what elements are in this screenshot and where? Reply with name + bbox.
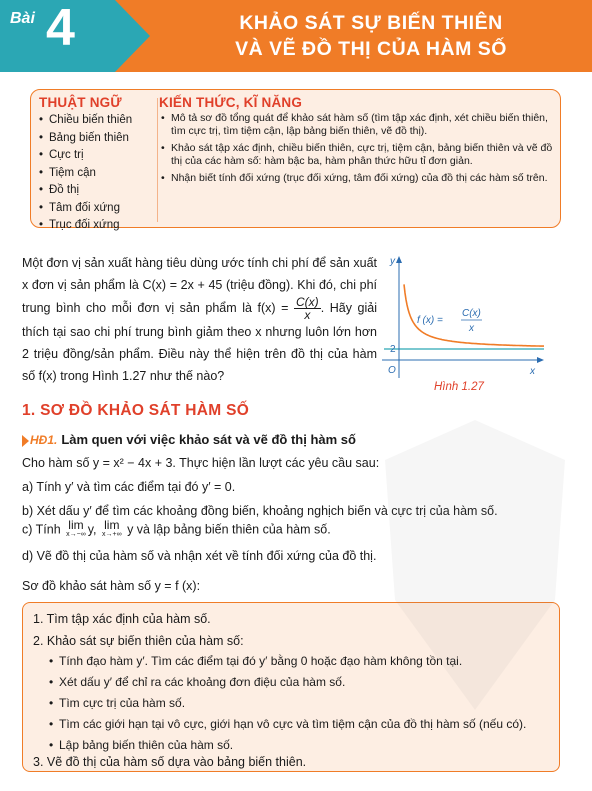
figure-caption: Hình 1.27 xyxy=(434,381,484,393)
fraction-numerator: C(x) xyxy=(296,295,319,309)
fraction-denominator: x xyxy=(304,308,311,322)
origin-label: O xyxy=(388,365,396,376)
lim-subscript: x→+∞ xyxy=(102,531,122,538)
function-label-lhs: f (x) = xyxy=(417,315,443,326)
lesson-header xyxy=(0,0,592,72)
given-function-line: Cho hàm số y = x² − 4x + 3. Thực hiện lần lượt các yêu cầu sau: xyxy=(22,456,380,470)
knowledge-heading: KIẾN THỨC, KĨ NĂNG xyxy=(159,95,303,110)
lesson-title-line2: VÀ VẼ ĐỒ THỊ CỦA HÀM SỐ xyxy=(235,38,507,60)
knowledge-item: • Nhận biết tính đối xứng (trục đối xứng, tâm đối xứng) của đồ thị các hàm số trên. xyxy=(159,172,554,185)
y-axis-arrow-icon xyxy=(396,256,402,263)
activity-h1-heading xyxy=(22,432,356,447)
task-c-suffix: y và lập bảng biến thiên của hàm số. xyxy=(127,522,331,537)
figure-1-27-graph xyxy=(378,250,548,380)
procedure-step-2: 2. Khảo sát sự biến thiên của hàm số: xyxy=(33,634,244,648)
procedure-step-1: 1. Tìm tập xác định của hàm số. xyxy=(33,612,211,626)
knowledge-column xyxy=(159,95,554,189)
task-c xyxy=(22,520,331,540)
intro-paragraph xyxy=(22,252,377,387)
x-axis-arrow-icon xyxy=(537,357,544,363)
term-item: • Trục đối xứng xyxy=(39,217,154,235)
terms-heading: THUẬT NGỮ xyxy=(39,95,122,110)
lim-subscript: x→−∞ xyxy=(66,531,86,538)
knowledge-list xyxy=(159,112,554,185)
summary-divider xyxy=(157,98,158,222)
procedure-substep: • Tính đạo hàm y′. Tìm các điểm tại đó y′ bằng 0 hoặc đạo hàm không tồn tại. xyxy=(49,653,462,669)
term-item: • Chiều biến thiên xyxy=(39,112,154,130)
procedure-step-3: 3. Vẽ đồ thị của hàm số dựa vào bảng biến thiên. xyxy=(33,755,307,769)
term-item: • Đồ thị xyxy=(39,182,154,200)
task-d: d) Vẽ đồ thị của hàm số và nhận xét về tính đối xứng của đồ thị. xyxy=(22,549,377,563)
lesson-label: Bài xyxy=(10,10,35,27)
knowledge-item: • Mô tả sơ đồ tổng quát để khảo sát hàm số (tìm tập xác định, xét chiều biến thiên, tìm cực trị, tìm tiệm cận, lập bảng biến thiên, vẽ đồ thị). xyxy=(159,112,554,138)
task-c-prefix: c) Tính xyxy=(22,522,61,537)
lim-word: lim xyxy=(104,518,120,532)
function-label-denominator: x xyxy=(469,323,474,334)
scheme-intro: Sơ đồ khảo sát hàm số y = f (x): xyxy=(22,579,201,593)
tick-label-2: 2 xyxy=(390,344,396,355)
limit-minus-infinity xyxy=(66,520,86,540)
knowledge-item: • Khảo sát tập xác định, chiều biến thiên, cực trị, tiệm cận, bảng biến thiên và vẽ đồ thị của các hàm số: hàm bậc ba, hàm phân thức hữu tỉ đơn giản. xyxy=(159,142,554,168)
intro-text-1: Một đơn vị sản xuất hàng tiêu dùng ước tính chi phí để sản xuất x đơn vị sản phẩm là C(x) = 2x + 45 (triệu đồng). Khi đó, chi phí trung bình cho mỗi đơn vị sản phẩm là f(x) = xyxy=(22,256,377,315)
limit-plus-infinity xyxy=(102,520,122,540)
y-axis-label: y xyxy=(390,256,395,267)
procedure-substep: • Xét dấu y′ để chỉ ra các khoảng đơn điệu của hàm số. xyxy=(49,674,345,690)
section-1-heading: 1. SƠ ĐỒ KHẢO SÁT HÀM SỐ xyxy=(22,402,250,419)
terms-column xyxy=(39,95,154,235)
task-b: b) Xét dấu y′ để tìm các khoảng đồng biến, khoảng nghịch biến và cực trị của hàm số. xyxy=(22,504,498,518)
term-item: • Cực trị xyxy=(39,147,154,165)
intro-text-2: . Hãy giải thích tại sao chi phí trung bình giảm theo x nhưng luôn lớn hơn 2 triệu đồng/sản phẩm. Điều này thể hiện trên đồ thị của hàm số f(x) trong Hình 1.27 như thế nào? xyxy=(22,300,377,383)
terms-list xyxy=(39,112,154,235)
fraction-cx-over-x xyxy=(294,296,321,321)
lesson-number: 4 xyxy=(46,0,75,57)
summary-box xyxy=(30,89,561,231)
chevron-right-icon xyxy=(22,435,29,447)
term-item: • Bảng biến thiên xyxy=(39,130,154,148)
activity-badge: HĐ1. xyxy=(30,433,58,447)
activity-title: Làm quen với việc khảo sát và vẽ đồ thị hàm số xyxy=(61,432,356,447)
procedure-substep: • Tìm các giới hạn tại vô cực, giới hạn vô cực và tìm tiệm cận của đồ thị hàm số (nếu có). xyxy=(49,716,526,732)
function-label-numerator: C(x) xyxy=(462,308,481,319)
lesson-title-line1: KHẢO SÁT SỰ BIẾN THIÊN xyxy=(239,12,503,34)
lim-word: lim xyxy=(68,518,84,532)
procedure-substep: • Tìm cực trị của hàm số. xyxy=(49,695,185,711)
procedure-substep: • Lập bảng biến thiên của hàm số. xyxy=(49,737,233,753)
term-item: • Tiệm cận xyxy=(39,165,154,183)
term-item: • Tâm đối xứng xyxy=(39,200,154,218)
lesson-title xyxy=(150,10,592,62)
x-axis-label: x xyxy=(530,366,535,377)
watermark-logo-icon xyxy=(355,400,585,730)
task-a: a) Tính y′ và tìm các điểm tại đó y′ = 0. xyxy=(22,480,236,494)
task-c-mid: y, xyxy=(87,522,97,537)
